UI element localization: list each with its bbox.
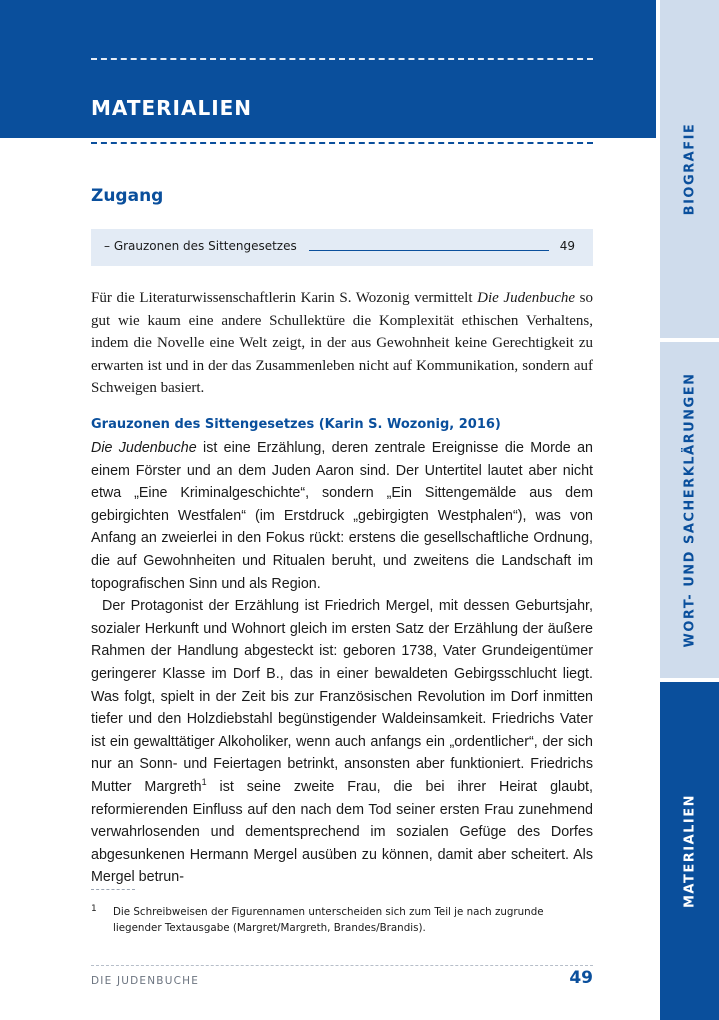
article-book-title: Die Judenbuche: [91, 440, 197, 456]
tab-biografie-label: BIOGRAFIE: [682, 122, 697, 216]
toc-leader-line: [309, 250, 549, 251]
intro-text-before: Für die Literaturwissenschaftlerin Karin S. Wozonig vermittelt: [91, 290, 478, 306]
intro-paragraph: [91, 287, 593, 400]
toc-box: [91, 229, 593, 266]
tab-wort-label: WORT- UND SACHERKLÄRUNGEN: [682, 372, 697, 648]
intro-text-after: so gut wie kaum eine andere Schullektüre die Komplexität ethischen Verhaltens, indem die Novelle eine Welt zeigt, in der aus Gewohnheit keine Gerechtigkeit zu erwarten ist und in der das Zusammenleben nicht auf Kommunikation, sondern auf Schweigen basiert.: [91, 290, 593, 397]
section-heading: Zugang: [91, 186, 164, 206]
article-p2-before: Der Protagonist der Erzählung ist Friedrich Mergel, mit dessen Geburtsjahr, sozialer Herkunft und Wohnort gleich im ersten Satz der Erzählung der äußere Rahmen der Handlung abgesteckt ist: geboren 1738, Vater Grundeigentümer geringerer Klasse im Dorf B., das in einer bewaldeten Gebirgsschlucht liegt. Was folgt, spielt in der Zeit bis zur Französischen Revolution im Dorf inmitten tiefer und den Holzdiebstahl begünstigender Waldeinsamkeit. Friedrichs Vater ist ein gewalttätiger Alkoholiker, wenn auch anfangs ein „ordentlicher“, der sich nur an Sonn- und Feiertagen betrinkt, ansonsten aber funktioniert. Friedrichs Mutter Margreth: [91, 598, 593, 795]
tab-materialien-label: MATERIALIEN: [682, 793, 697, 909]
toc-entry-page: 49: [559, 239, 575, 253]
footer-dashed-rule: [91, 965, 593, 966]
article-heading: Grauzonen des Sittengesetzes (Karin S. Wozonig, 2016): [91, 417, 501, 432]
footnote-rule: [91, 889, 135, 890]
article-body: [91, 437, 593, 889]
toc-entry-label[interactable]: – Grauzonen des Sittengesetzes: [104, 239, 297, 253]
footnote-number: 1: [91, 904, 97, 914]
intro-book-title: Die Judenbuche: [477, 290, 576, 306]
article-paragraph-1: [91, 437, 593, 595]
tab-wort-und-sacherklaerungen[interactable]: [660, 342, 719, 678]
header-dashed-rule-bottom: [91, 142, 593, 144]
footer-book-title: DIE JUDENBUCHE: [91, 975, 200, 987]
tab-materialien[interactable]: [660, 682, 719, 1020]
footnote-text: Die Schreibweisen der Figurennamen unterscheiden sich zum Teil je nach zugrunde liegender Textausgabe (Margret/Margreth, Brandes/Brandis).: [113, 906, 544, 934]
page-title: MATERIALIEN: [91, 96, 253, 120]
article-p1-text: ist eine Erzählung, deren zentrale Ereignisse die Morde an einem Förster und an dem Juden Aaron sind. Der Untertitel lautet aber nicht etwa „Eine Kriminalgeschichte“, sondern „Ein Sittengemälde aus dem gebirgichten Westfalen“ (im Erstdruck „gebirgigten Westphalen“), was von Anfang an zweierlei in den Fokus rückt: erstens die gesellschaftliche Ordnung, die auf Gewohnheiten und Ritualen beruht, und zweitens die Landschaft im topografischen Sinn und als Region.: [91, 440, 593, 592]
article-p2-after: ist seine zweite Frau, die bei ihrer Heirat glaubt, reformierenden Einfluss auf den nach dem Tod seiner ersten Frau zunehmend verwahrlosenden und dementsprechend im sozialen Gefüge des Dorfes abgesunkenen Hermann Mergel ausüben zu können, damit aber scheitert. Als Mergel betrun-: [91, 778, 593, 886]
tab-biografie[interactable]: [660, 0, 719, 338]
footnote-marker[interactable]: 1: [201, 777, 207, 788]
header-band: [0, 0, 656, 138]
article-paragraph-2: [91, 595, 593, 889]
header-dashed-rule-top: [91, 58, 593, 60]
footer-page-number: 49: [569, 968, 593, 988]
